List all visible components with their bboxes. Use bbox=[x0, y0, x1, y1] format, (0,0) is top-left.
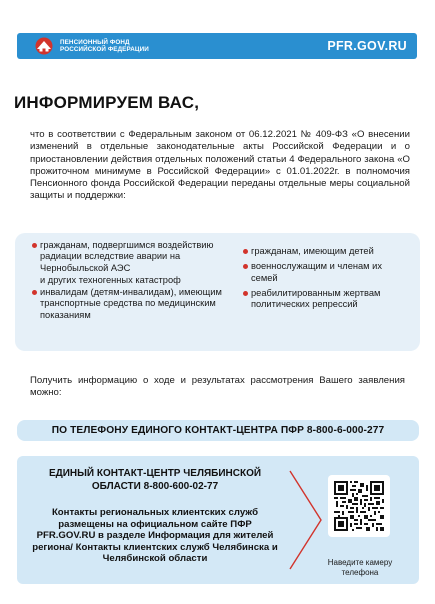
regional-center-title: ЕДИНЫЙ КОНТАКТ-ЦЕНТР ЧЕЛЯБИНСКОЙ ОБЛАСТИ 8-800-600-02-77 bbox=[48, 468, 262, 492]
logo-line-1: ПЕНСИОННЫЙ ФОНД bbox=[60, 38, 130, 46]
get-info-text: Получить информацию о ходе и результатах рассмотрения Вашего заявления можно: bbox=[30, 375, 405, 398]
pfr-logo-icon bbox=[33, 37, 55, 55]
federal-phone-bar bbox=[17, 420, 419, 441]
qr-code[interactable] bbox=[328, 475, 390, 537]
chevron-right-icon bbox=[289, 470, 323, 570]
intro-paragraph: что в соответствии с Федеральным законом от 06.12.2021 № 409-ФЗ «О внесении изменений в отдельные законодательные акты Российской Федерации и о приостановлении действия отдельных положений статьи 4 Федерального закона «О прожиточном минимуме в Российской Федерации» с 01.01.2022г. в полномочия Пенсионного фонда Российской Федерации переданы отдельные меры социальной защиты и поддержки: bbox=[30, 129, 410, 202]
list-item: гражданам, имеющим детей bbox=[243, 246, 411, 257]
support-groups-right bbox=[243, 246, 411, 314]
support-groups-left bbox=[32, 240, 222, 322]
regional-contact-panel bbox=[17, 456, 419, 584]
support-groups-panel bbox=[15, 233, 420, 351]
pfr-header-bar bbox=[17, 33, 417, 59]
list-item: реабилитированным жертвам политических репрессий bbox=[243, 288, 411, 311]
list-item: инвалидам (детям-инвалидам), имеющим транспортные средства по медицинским показаниям bbox=[32, 287, 222, 321]
regional-contacts-text: Контакты региональных клиентских служб размещены на официальном сайте ПФР PFR.GOV.RU в разделе Информация для жителей региона/ Контакты клиентских служб Челябинска и Челябинской области bbox=[32, 507, 278, 565]
federal-phone-text: ПО ТЕЛЕФОНУ ЕДИНОГО КОНТАКТ-ЦЕНТРА ПФР 8-800-6-000-277 bbox=[51, 425, 385, 436]
scan-instruction: Наведите камеру телефона bbox=[327, 558, 393, 577]
list-item: военнослужащим и членам их семей bbox=[243, 261, 411, 284]
pfr-logo bbox=[33, 37, 149, 55]
list-item: гражданам, подвергшимся воздействию радиации вследствие аварии на Чернобыльской АЭС bbox=[32, 240, 222, 274]
site-link[interactable]: PFR.GOV.RU bbox=[327, 39, 407, 53]
logo-line-2: РОССИЙСКОЙ ФЕДЕРАЦИИ bbox=[60, 46, 149, 53]
qr-code-icon bbox=[334, 481, 384, 531]
list-item: и других техногенных катастроф bbox=[40, 274, 181, 285]
page-title: ИНФОРМИРУЕМ ВАС, bbox=[14, 93, 200, 112]
